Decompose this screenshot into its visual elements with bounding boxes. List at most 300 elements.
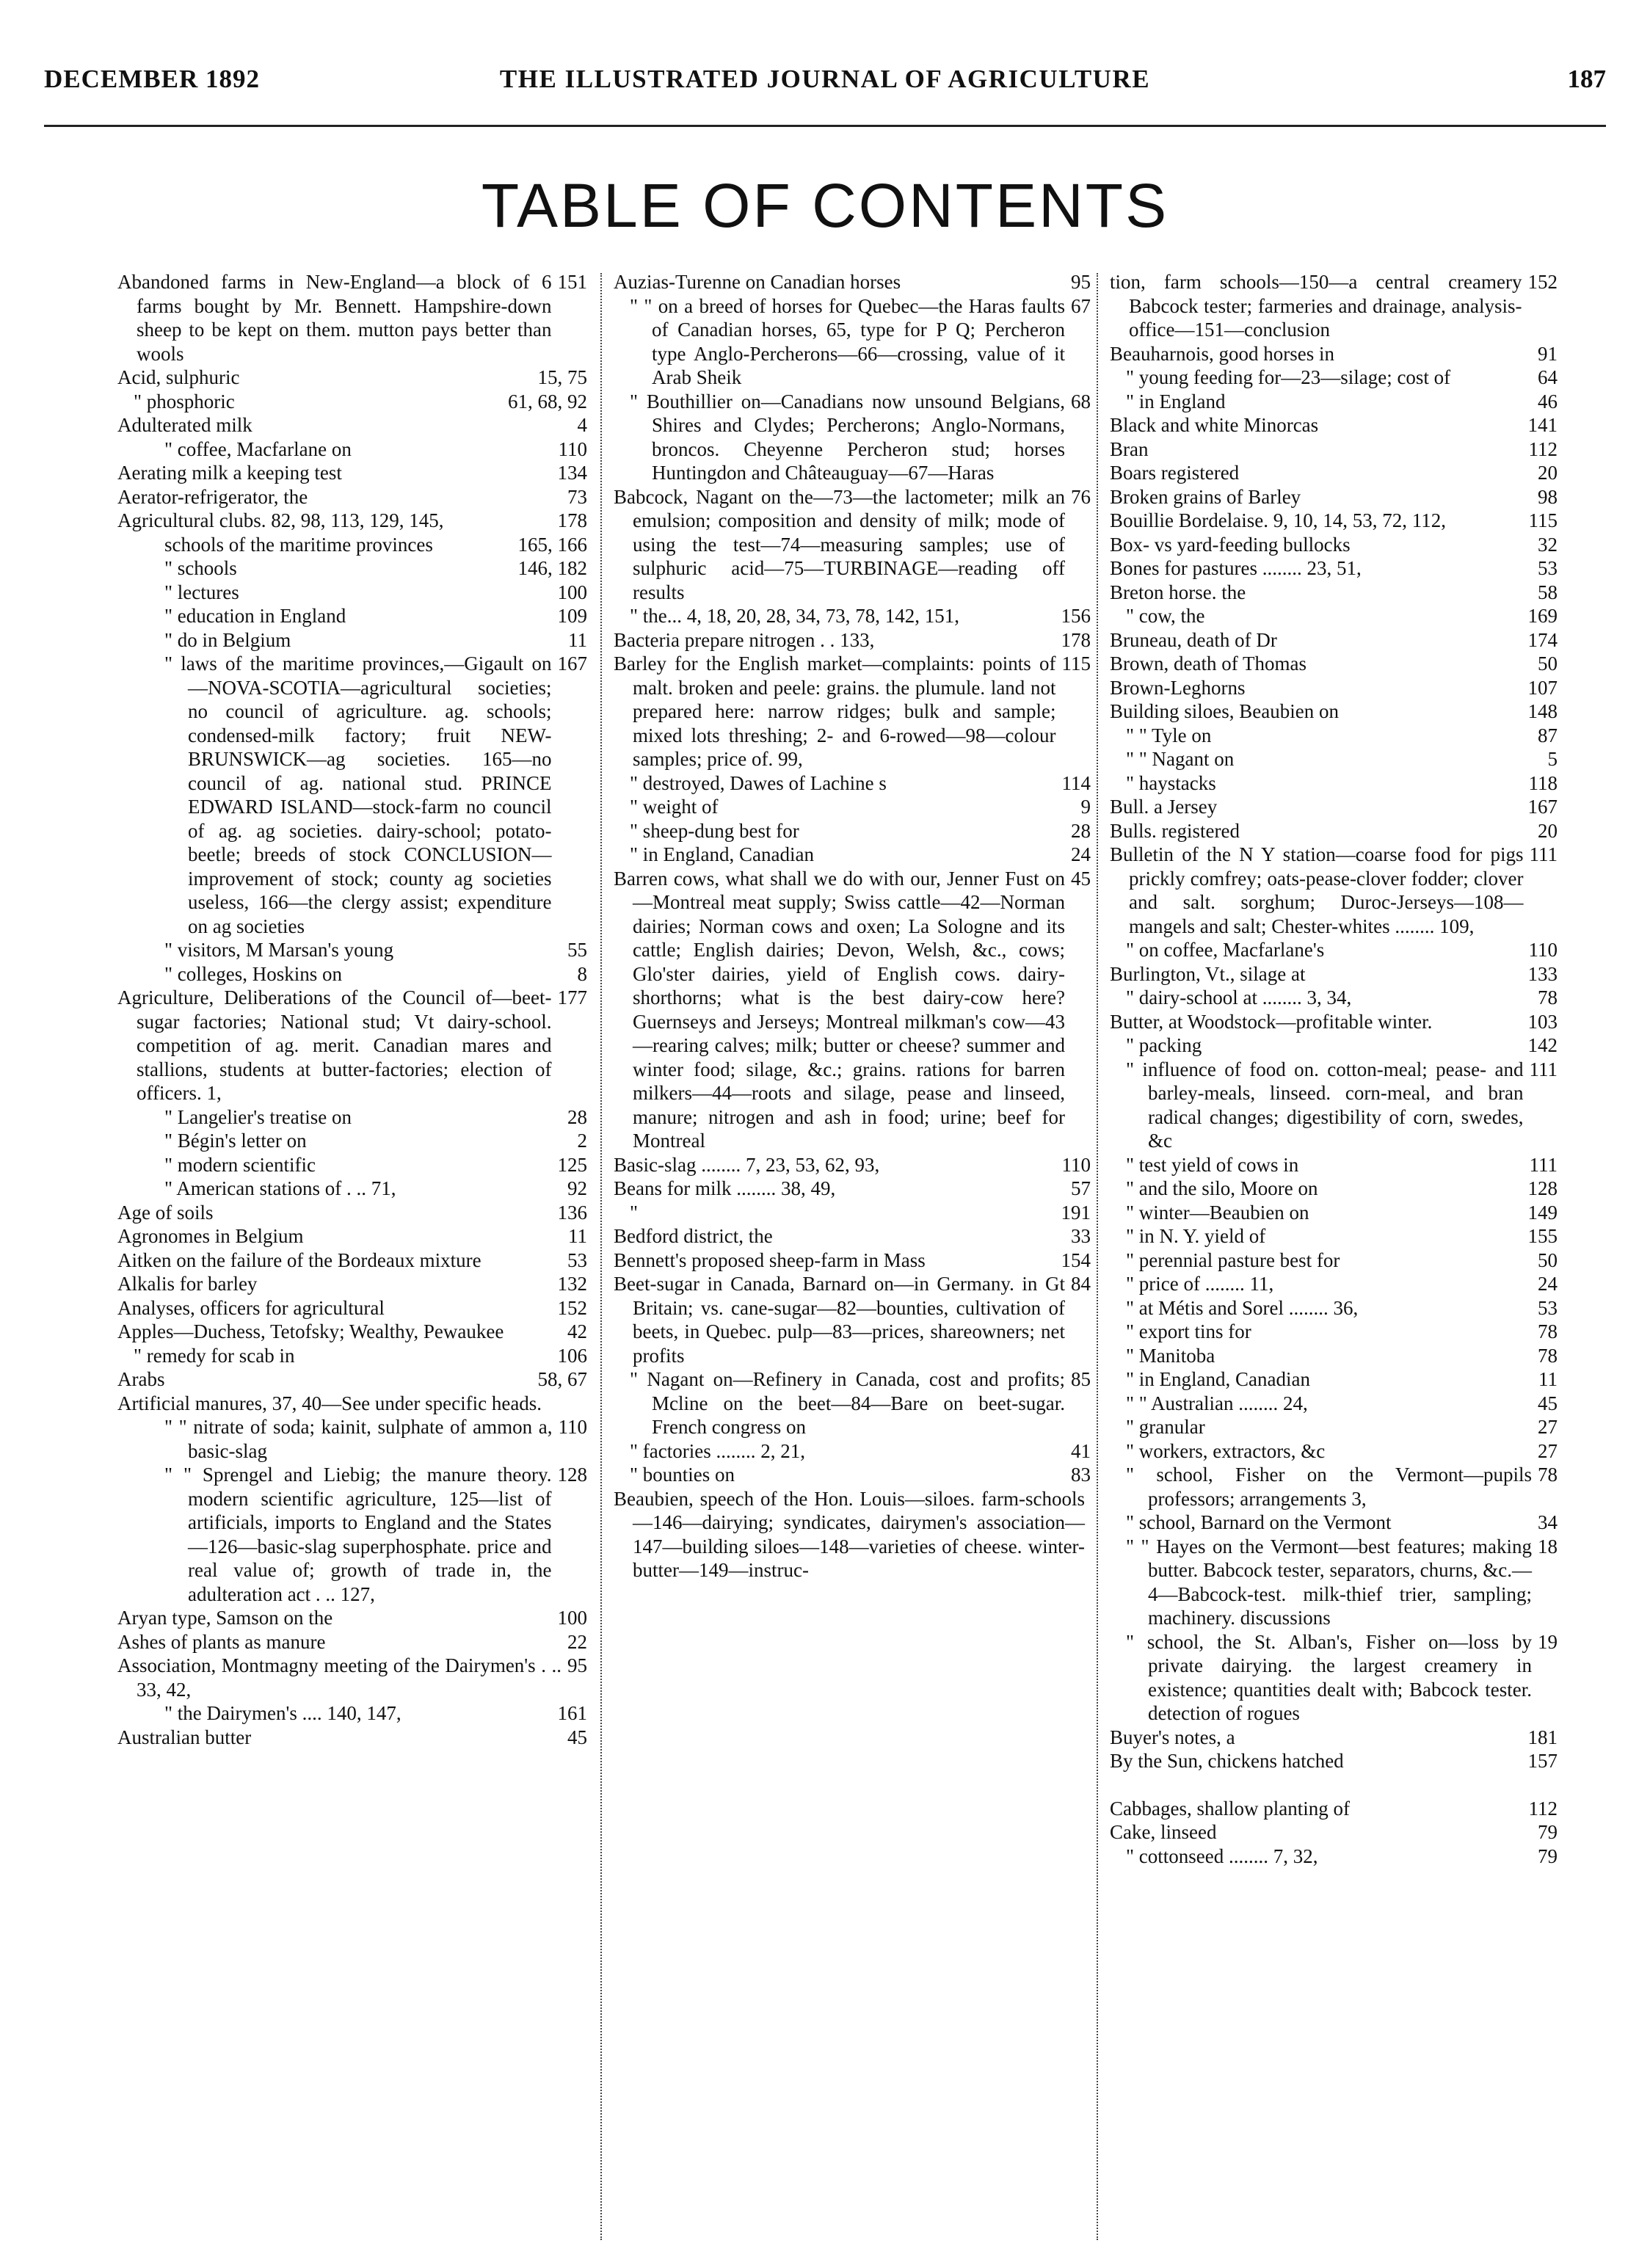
entry-page-ref: 28 xyxy=(1071,819,1091,842)
entry-page-ref: 142 xyxy=(1527,1034,1558,1056)
entry-topic: Breton horse. the xyxy=(1110,581,1246,603)
index-entry xyxy=(1110,604,1558,628)
entry-topic: " visitors, M Marsan's young xyxy=(164,939,394,961)
index-entry xyxy=(117,390,587,414)
header-date: DECEMBER 1892 xyxy=(44,65,260,93)
index-entry xyxy=(1110,1844,1558,1869)
entry-page-ref: 98 xyxy=(1538,485,1558,508)
entry-page-ref: 79 xyxy=(1538,1844,1558,1867)
index-entry xyxy=(1110,676,1558,700)
entry-page-ref: 161 xyxy=(557,1702,587,1724)
index-entry xyxy=(117,628,587,653)
entry-page-ref: 95 xyxy=(567,1654,587,1676)
entry-page-ref: 2 xyxy=(577,1130,587,1152)
entry-page-ref: 27 xyxy=(1538,1416,1558,1438)
entry-page-ref: 57 xyxy=(1071,1177,1091,1199)
entry-topic: Acid, sulphuric xyxy=(117,366,240,388)
entry-page-ref: 110 xyxy=(558,437,587,460)
entry-topic: Brown, death of Thomas xyxy=(1110,653,1306,675)
entry-page-ref: 78 xyxy=(1538,1320,1558,1342)
entry-page-ref: 132 xyxy=(557,1273,587,1295)
index-entry xyxy=(614,604,1091,628)
entry-topic: " at Métis and Sorel ........ 36, xyxy=(1126,1296,1359,1319)
entry-page-ref: 110 xyxy=(558,1416,587,1438)
entry-topic: Agriculture, Deliberations of the Council of—beet-sugar factories; National stud; Vt dairy-school. competition of ag. merit. Canadian mares and stallions, students at butter-factories; election of officers. 1, xyxy=(117,986,552,1104)
entry-topic: " cow, the xyxy=(1126,605,1205,627)
index-entry xyxy=(614,652,1091,771)
index-entry xyxy=(1110,1201,1558,1225)
entry-topic: Beaubien, speech of the Hon. Louis—siloes. farm-schools—146—dairying; syndicates, dairymen's association—147—building siloes—148—varieties of cheese. winter-butter—149—instruc- xyxy=(614,1487,1085,1581)
entry-page-ref: 45 xyxy=(1071,867,1091,890)
entry-page-ref: 114 xyxy=(1061,771,1091,794)
entry-page-ref: 11 xyxy=(1538,1368,1558,1390)
entry-topic: " Bégin's letter on xyxy=(164,1130,307,1152)
entry-topic: Brown-Leghorns xyxy=(1110,676,1246,699)
entry-topic: Babcock, Nagant on the—73—the lactometer; milk an emulsion; composition and density of milk; mode of using the test—74—measuring samples; use of sulphuric acid—75—TURBINAGE—reading off results xyxy=(614,485,1065,603)
entry-page-ref: 151 xyxy=(557,271,587,293)
entry-topic: " Bouthillier on—Canadians now unsound Belgians, Shires and Clydes; Percherons; Anglo-Normans, broncos. Cheyenne Percheron stud; horses Huntingdon and Châteauguay—67—Haras xyxy=(630,390,1065,484)
entry-topic: Bedford district, the xyxy=(614,1225,773,1247)
page-title: TABLE OF CONTENTS xyxy=(481,171,1169,240)
index-entry xyxy=(117,1415,587,1463)
entry-topic: Bran xyxy=(1110,437,1149,460)
column-separator xyxy=(1097,273,1098,2240)
header-journal-title: THE ILLUSTRATED JOURNAL OF AGRICULTURE xyxy=(499,65,1151,93)
index-entry xyxy=(117,1296,587,1320)
index-entry xyxy=(117,366,587,390)
entry-topic: Aryan type, Samson on the xyxy=(117,1607,333,1629)
entry-page-ref: 67 xyxy=(1071,294,1091,317)
index-entry xyxy=(117,1153,587,1177)
entry-page-ref: 174 xyxy=(1527,628,1558,651)
index-entry xyxy=(117,1224,587,1249)
entry-page-ref: 22 xyxy=(567,1630,587,1653)
index-entry xyxy=(1110,1820,1558,1844)
entry-topic: tion, farm schools—150—a central creamery Babcock tester; farmeries and drainage, analysis-office—151—conclusion xyxy=(1110,271,1522,341)
entry-topic: " " Sprengel and Liebig; the manure theory. modern scientific agriculture, 125—list of artificials, imports to England and the States—126—basic-slag superphosphate. price and real value of; growth of trade in, the adulteration act . .. 127, xyxy=(164,1464,552,1605)
entry-topic: " packing xyxy=(1126,1034,1202,1056)
entry-page-ref: 167 xyxy=(557,653,587,675)
entry-page-ref: 155 xyxy=(1527,1225,1558,1247)
entry-topic: " colleges, Hoskins on xyxy=(164,962,342,985)
entry-page-ref: 109 xyxy=(557,605,587,627)
index-entry xyxy=(1110,461,1558,485)
entry-topic: Beans for milk ........ 38, 49, xyxy=(614,1177,836,1199)
entry-page-ref: 9 xyxy=(1080,796,1091,818)
index-entry xyxy=(1110,581,1558,605)
index-entry xyxy=(614,1224,1091,1249)
index-entry xyxy=(1110,509,1558,533)
entry-topic: " young feeding for—23—silage; cost of xyxy=(1126,366,1451,388)
index-entry xyxy=(1110,390,1558,414)
index-entry xyxy=(117,581,587,605)
entry-topic: " export tins for xyxy=(1126,1320,1251,1342)
entry-page-ref: 58, 67 xyxy=(537,1368,587,1390)
entry-topic: " workers, extractors, &c xyxy=(1126,1439,1326,1462)
index-entry xyxy=(117,1726,587,1750)
index-entry xyxy=(1110,628,1558,653)
index-entry xyxy=(614,1463,1091,1487)
entry-topic: Ashes of plants as manure xyxy=(117,1630,326,1653)
entry-topic: Australian butter xyxy=(117,1726,252,1748)
index-column-3 xyxy=(1110,270,1558,2252)
header-page-number: 187 xyxy=(1567,65,1606,93)
index-entry xyxy=(1110,1749,1558,1773)
entry-page-ref: 8 xyxy=(577,962,587,985)
entry-page-ref: 32 xyxy=(1538,533,1558,556)
entry-page-ref: 115 xyxy=(1061,653,1091,675)
entry-topic: " education in England xyxy=(164,605,346,627)
index-entry xyxy=(117,604,587,628)
entry-page-ref: 76 xyxy=(1071,485,1091,508)
index-entry xyxy=(1110,1296,1558,1320)
index-entry xyxy=(614,771,1091,796)
entry-topic: Butter, at Woodstock—profitable winter. xyxy=(1110,1010,1433,1033)
entry-page-ref: 152 xyxy=(557,1296,587,1319)
index-entry xyxy=(1110,270,1558,342)
entry-topic: " Manitoba xyxy=(1126,1344,1215,1367)
index-entry xyxy=(614,294,1091,390)
entry-page-ref: 133 xyxy=(1527,962,1558,985)
entry-page-ref: 91 xyxy=(1538,342,1558,365)
entry-topic: " in England, Canadian xyxy=(630,843,814,865)
entry-topic: Broken grains of Barley xyxy=(1110,485,1301,508)
entry-topic: " bounties on xyxy=(630,1464,735,1486)
entry-page-ref: 134 xyxy=(557,462,587,484)
entry-topic: " haystacks xyxy=(1126,771,1216,794)
entry-page-ref: 78 xyxy=(1538,986,1558,1008)
entry-page-ref: 181 xyxy=(1527,1726,1558,1748)
entry-topic: " test yield of cows in xyxy=(1126,1153,1299,1176)
entry-page-ref: 157 xyxy=(1527,1750,1558,1772)
entry-page-ref: 92 xyxy=(567,1177,587,1199)
index-entry xyxy=(1110,533,1558,557)
index-entry xyxy=(1110,1726,1558,1750)
entry-page-ref: 45 xyxy=(567,1726,587,1748)
entry-topic: " perennial pasture best for xyxy=(1126,1249,1340,1271)
entry-topic: Beet-sugar in Canada, Barnard on—in Germany. in Gt Britain; vs. cane-sugar—82—bounties, cultivation of beets, in Quebec. pulp—83—prices, shareowners; net profits xyxy=(614,1273,1065,1367)
entry-topic: Arabs xyxy=(117,1368,165,1390)
running-header xyxy=(44,65,1606,109)
index-entry xyxy=(117,1177,587,1201)
entry-page-ref: 148 xyxy=(1527,700,1558,722)
entry-topic: Apples—Duchess, Tetofsky; Wealthy, Pewaukee xyxy=(117,1320,504,1342)
entry-page-ref: 154 xyxy=(1061,1249,1091,1271)
entry-topic: Boars registered xyxy=(1110,462,1240,484)
entry-topic: Barren cows, what shall we do with our, Jenner Fust on—Montreal meat supply; Swiss cattle—42—Norman dairies; Norman cows and oxen; La Sologne and its cattle; English dairies; Devon, Welsh, &c., cows; Glo'ster dairies, yield of English cows. dairy-shorthorns; what is the best dairy-cow here? Guernseys and Jerseys; Montreal milkman's cow—43—rearing calves; milk; butter or cheese? summer and winter food; silage, &c.; grains. rations for barren milkers—44—roots and silage, pease and linseed, manure; nitrogen and ash in food; urine; beef for Montreal xyxy=(614,867,1065,1152)
index-entry xyxy=(614,390,1091,485)
entry-topic: Bull. a Jersey xyxy=(1110,796,1218,818)
index-entry xyxy=(614,628,1091,653)
index-entry xyxy=(1110,747,1558,771)
entry-topic: " in England xyxy=(1126,390,1226,412)
entry-topic: " cottonseed ........ 7, 32, xyxy=(1126,1844,1318,1867)
entry-topic: " xyxy=(630,1201,639,1224)
entry-topic: " schools xyxy=(164,557,237,579)
entry-topic: " sheep-dung best for xyxy=(630,819,799,842)
index-entry xyxy=(117,986,587,1105)
index-entry xyxy=(1110,771,1558,796)
entry-page-ref: 128 xyxy=(1527,1177,1558,1199)
entry-page-ref: 20 xyxy=(1538,819,1558,842)
entry-page-ref: 136 xyxy=(557,1201,587,1224)
entry-page-ref: 107 xyxy=(1527,676,1558,699)
entry-topic: " laws of the maritime provinces,—Gigault on —NOVA-SCOTIA—agricultural societies; no council of agriculture. ag. schools; condensed-milk factory; fruit NEW-BRUNSWICK—ag societies. 165—no council of ag. national stud. PRINCE EDWARD ISLAND—stock-farm no council of ag. ag societies. dairy-school; potato-beetle; breeds of stock CONCLUSION—improvement of stock; county ag societies useless, 166—the clergy assist; expenditure on ag societies xyxy=(164,653,552,937)
index-entry xyxy=(117,1201,587,1225)
index-entry xyxy=(1110,556,1558,581)
index-entry xyxy=(1110,1249,1558,1273)
entry-topic: " do in Belgium xyxy=(164,628,291,651)
entry-topic: Bulls. registered xyxy=(1110,819,1240,842)
entry-topic: Artificial manures, 37, 40—See under specific heads. xyxy=(117,1392,542,1414)
entry-page-ref: 84 xyxy=(1071,1273,1091,1295)
entry-topic: Analyses, officers for agricultural xyxy=(117,1296,385,1319)
entry-topic: " school, Fisher on the Vermont—pupils professors; arrangements 3, xyxy=(1126,1464,1532,1510)
index-entry xyxy=(1110,366,1558,390)
entry-topic: " the Dairymen's .... 140, 147, xyxy=(164,1702,401,1724)
entry-page-ref: 178 xyxy=(1061,628,1091,651)
entry-topic: " " Tyle on xyxy=(1126,724,1212,746)
entry-topic: By the Sun, chickens hatched xyxy=(1110,1750,1344,1772)
index-entry xyxy=(1110,1344,1558,1368)
entry-page-ref: 24 xyxy=(1071,843,1091,865)
entry-page-ref: 79 xyxy=(1538,1821,1558,1843)
entry-page-ref: 53 xyxy=(567,1249,587,1271)
entry-topic: " " on a breed of horses for Quebec—the Haras faults of Canadian horses, 65, type for P Q; Percheron type Anglo-Percherons—66—crossing, value of it Arab Sheik xyxy=(630,294,1065,388)
entry-topic: Bouillie Bordelaise. 9, 10, 14, 53, 72, 112, xyxy=(1110,509,1446,531)
index-entry xyxy=(1110,342,1558,366)
section-gap xyxy=(1110,1773,1558,1797)
entry-page-ref: 165, 166 xyxy=(517,533,587,556)
entry-page-ref: 42 xyxy=(567,1320,587,1342)
entry-page-ref: 112 xyxy=(1528,1797,1558,1820)
entry-page-ref: 125 xyxy=(557,1153,587,1176)
index-entry xyxy=(1110,1058,1558,1153)
entry-topic: Bruneau, death of Dr xyxy=(1110,628,1277,651)
index-entry xyxy=(117,1105,587,1130)
index-entry xyxy=(1110,843,1558,938)
index-entry xyxy=(117,1701,587,1726)
entry-topic: " coffee, Macfarlane on xyxy=(164,437,352,460)
entry-page-ref: 34 xyxy=(1538,1511,1558,1533)
entry-page-ref: 46 xyxy=(1538,390,1558,412)
index-entry xyxy=(614,270,1091,294)
index-entry xyxy=(1110,1630,1558,1726)
index-entry xyxy=(117,1392,587,1416)
entry-page-ref: 53 xyxy=(1538,557,1558,579)
entry-topic: Agricultural clubs. 82, 98, 113, 129, 145, xyxy=(117,509,444,531)
entry-page-ref: 64 xyxy=(1538,366,1558,388)
entry-topic: Alkalis for barley xyxy=(117,1273,258,1295)
entry-topic: " " Nagant on xyxy=(1126,748,1235,770)
entry-page-ref: 78 xyxy=(1538,1464,1558,1486)
entry-page-ref: 4 xyxy=(577,414,587,436)
entry-topic: Adulterated milk xyxy=(117,414,252,436)
entry-topic: Basic-slag ........ 7, 23, 53, 62, 93, xyxy=(614,1153,880,1176)
entry-topic: " lectures xyxy=(164,581,239,603)
entry-page-ref: 110 xyxy=(1528,939,1558,961)
index-entry xyxy=(117,938,587,962)
entry-topic: Age of soils xyxy=(117,1201,214,1224)
entry-page-ref: 15, 75 xyxy=(537,366,587,388)
index-entry xyxy=(614,1177,1091,1201)
entry-page-ref: 50 xyxy=(1538,653,1558,675)
entry-page-ref: 149 xyxy=(1527,1201,1558,1224)
index-entry xyxy=(117,509,587,533)
index-entry xyxy=(1110,1224,1558,1249)
entry-topic: " school, the St. Alban's, Fisher on—loss by private dairying. the largest creamery in existence; quantities dealt with; Babcock tester. detection of rogues xyxy=(1126,1630,1532,1724)
entry-topic: Burlington, Vt., silage at xyxy=(1110,962,1306,985)
entry-topic: " price of ........ 11, xyxy=(1126,1273,1274,1295)
index-entry xyxy=(614,843,1091,867)
index-entry xyxy=(117,1344,587,1368)
entry-topic: " modern scientific xyxy=(164,1153,316,1176)
entry-page-ref: 85 xyxy=(1071,1368,1091,1390)
entry-topic: " in England, Canadian xyxy=(1126,1368,1310,1390)
entry-page-ref: 11 xyxy=(568,1225,587,1247)
entry-topic: " factories ........ 2, 21, xyxy=(630,1439,805,1462)
entry-page-ref: 152 xyxy=(1527,271,1558,293)
entry-page-ref: 19 xyxy=(1538,1630,1558,1653)
entry-topic: " granular xyxy=(1126,1416,1205,1438)
index-entry xyxy=(1110,1153,1558,1177)
entry-topic: Association, Montmagny meeting of the Dairymen's . .. 33, 42, xyxy=(117,1654,561,1701)
entry-topic: " weight of xyxy=(630,796,719,818)
entry-topic: " American stations of . .. 71, xyxy=(164,1177,396,1199)
index-entry xyxy=(1110,437,1558,462)
entry-topic: " and the silo, Moore on xyxy=(1126,1177,1318,1199)
index-entry xyxy=(1110,1272,1558,1296)
entry-topic: Box- vs yard-feeding bullocks xyxy=(1110,533,1351,556)
index-entry xyxy=(117,461,587,485)
entry-page-ref: 177 xyxy=(557,986,587,1008)
index-entry xyxy=(1110,1010,1558,1034)
entry-topic: " " Australian ........ 24, xyxy=(1126,1392,1308,1414)
index-entry xyxy=(117,1630,587,1654)
entry-topic: schools of the maritime provinces xyxy=(164,533,433,556)
entry-page-ref: 141 xyxy=(1527,414,1558,436)
entry-page-ref: 27 xyxy=(1538,1439,1558,1462)
index-entry xyxy=(1110,1463,1558,1511)
entry-topic: " " nitrate of soda; kainit, sulphate of ammon a, basic-slag xyxy=(164,1416,553,1462)
index-entry xyxy=(1110,938,1558,962)
entry-topic: " school, Barnard on the Vermont xyxy=(1126,1511,1392,1533)
entry-topic: Cake, linseed xyxy=(1110,1821,1217,1843)
entry-page-ref: 169 xyxy=(1527,605,1558,627)
entry-topic: Beauharnois, good horses in xyxy=(1110,342,1334,365)
entry-page-ref: 167 xyxy=(1527,796,1558,818)
entry-page-ref: 100 xyxy=(557,1607,587,1629)
index-entry xyxy=(1110,1392,1558,1416)
index-entry xyxy=(117,437,587,462)
index-entry xyxy=(614,1272,1091,1367)
entry-topic: Aitken on the failure of the Bordeaux mixture xyxy=(117,1249,481,1271)
index-entry xyxy=(1110,1439,1558,1464)
entry-page-ref: 20 xyxy=(1538,462,1558,484)
index-entry xyxy=(1110,724,1558,748)
index-entry xyxy=(1110,1415,1558,1439)
index-entry xyxy=(1110,1511,1558,1535)
index-entry xyxy=(117,1606,587,1630)
index-entry xyxy=(614,1487,1091,1582)
index-entry xyxy=(614,1367,1091,1439)
index-entry xyxy=(117,1463,587,1606)
entry-page-ref: 55 xyxy=(567,939,587,961)
entry-topic: " Nagant on—Refinery in Canada, cost and profits; Mcline on the beet—84—Bare on beet-sugar. French congress on xyxy=(630,1368,1065,1438)
entry-page-ref: 73 xyxy=(567,485,587,508)
index-entry xyxy=(1110,1367,1558,1392)
index-entry xyxy=(117,652,587,938)
index-column-2 xyxy=(614,270,1091,2252)
entry-page-ref: 110 xyxy=(1061,1153,1091,1176)
index-entry xyxy=(1110,1033,1558,1058)
index-entry xyxy=(117,270,587,366)
entry-page-ref: 87 xyxy=(1538,724,1558,746)
index-entry xyxy=(1110,1320,1558,1344)
index-entry xyxy=(1110,413,1558,437)
index-entry xyxy=(117,1320,587,1344)
entry-page-ref: 156 xyxy=(1061,605,1091,627)
entry-topic: " the... 4, 18, 20, 28, 34, 73, 78, 142, 151, xyxy=(630,605,960,627)
entry-page-ref: 83 xyxy=(1071,1464,1091,1486)
index-entry xyxy=(117,556,587,581)
entry-page-ref: 28 xyxy=(567,1105,587,1128)
entry-topic: Barley for the English market—complaints: points of malt. broken and peele: grains. the plumule. land not prepared here: narrow ridges; bulk and sample; mixed lots threshing; 2- and 6-rowed—98—colour samples; price of. 99, xyxy=(614,653,1056,770)
entry-topic: Aerating milk a keeping test xyxy=(117,462,342,484)
entry-page-ref: 5 xyxy=(1547,748,1558,770)
entry-page-ref: 178 xyxy=(557,509,587,531)
entry-topic: " phosphoric xyxy=(134,390,235,412)
entry-page-ref: 78 xyxy=(1538,1344,1558,1367)
entry-topic: Bacteria prepare nitrogen . . 133, xyxy=(614,628,875,651)
entry-topic: " " Hayes on the Vermont—best features; making butter. Babcock tester, separators, churns, &c.—4—Babcock-test. milk-thief trier, sampling; machinery. discussions xyxy=(1126,1535,1532,1629)
index-entry xyxy=(117,962,587,986)
index-entry xyxy=(117,1367,587,1392)
index-entry xyxy=(117,1129,587,1153)
entry-page-ref: 128 xyxy=(557,1464,587,1486)
entry-topic: Cabbages, shallow planting of xyxy=(1110,1797,1350,1820)
entry-page-ref: 33 xyxy=(1071,1225,1091,1247)
index-entry xyxy=(614,1249,1091,1273)
entry-topic: Aerator-refrigerator, the xyxy=(117,485,308,508)
entry-page-ref: 61, 68, 92 xyxy=(508,390,587,412)
column-separator xyxy=(600,273,602,2240)
entry-page-ref: 111 xyxy=(1529,1153,1558,1176)
entry-page-ref: 11 xyxy=(568,628,587,651)
index-entry xyxy=(117,1654,587,1701)
entry-page-ref: 118 xyxy=(1528,771,1558,794)
index-entry xyxy=(1110,962,1558,986)
entry-page-ref: 50 xyxy=(1538,1249,1558,1271)
header-rule xyxy=(44,125,1606,127)
entry-page-ref: 53 xyxy=(1538,1296,1558,1319)
entry-page-ref: 103 xyxy=(1527,1010,1558,1033)
index-entry xyxy=(1110,699,1558,724)
index-entry xyxy=(614,485,1091,605)
index-entry xyxy=(117,533,587,557)
entry-topic: " remedy for scab in xyxy=(134,1344,295,1367)
entry-page-ref: 111 xyxy=(1529,843,1558,865)
entry-page-ref: 100 xyxy=(557,581,587,603)
entry-page-ref: 191 xyxy=(1061,1201,1091,1224)
index-entry xyxy=(1110,795,1558,819)
index-entry xyxy=(1110,1535,1558,1630)
entry-topic: Building siloes, Beaubien on xyxy=(1110,700,1339,722)
entry-page-ref: 45 xyxy=(1538,1392,1558,1414)
entry-page-ref: 24 xyxy=(1538,1273,1558,1295)
entry-topic: " destroyed, Dawes of Lachine s xyxy=(630,771,887,794)
entry-topic: Agronomes in Belgium xyxy=(117,1225,304,1247)
